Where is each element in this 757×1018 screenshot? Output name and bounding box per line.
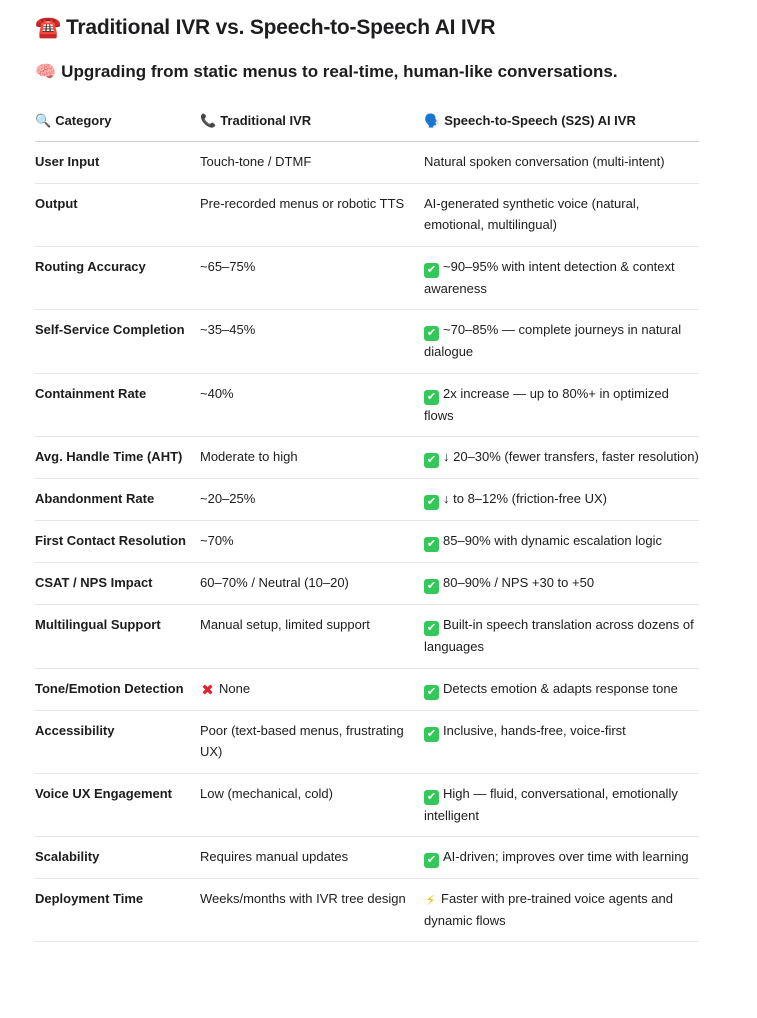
ai-cell — [424, 710, 699, 773]
ai-cell-text: Detects emotion & adapts response tone — [443, 680, 678, 696]
ai-cell — [424, 479, 699, 521]
ai-cell — [424, 879, 699, 942]
check-mark-icon: ✔ — [424, 537, 439, 552]
ai-cell — [424, 310, 699, 374]
table-row — [35, 373, 699, 437]
traditional-cell — [200, 668, 424, 710]
traditional-cell: Touch-tone / DTMF — [200, 142, 424, 184]
header-category-label: Category — [55, 112, 112, 128]
category-cell: Self-Service Completion — [35, 310, 200, 374]
header-traditional-label: Traditional IVR — [220, 112, 312, 128]
category-cell: CSAT / NPS Impact — [35, 563, 200, 605]
ai-cell-text: Inclusive, hands-free, voice-first — [443, 722, 626, 738]
page-title-text: Traditional IVR vs. Speech-to-Speech AI IVR — [65, 16, 496, 39]
lightning-icon: ⚡ — [425, 892, 436, 908]
category-cell: Output — [35, 183, 200, 246]
check-mark-icon: ✔ — [424, 727, 439, 742]
ai-cell-text: ~90–95% with intent detection & context awareness — [424, 258, 675, 296]
category-cell: First Contact Resolution — [35, 521, 200, 563]
category-cell: User Input — [35, 142, 200, 184]
traditional-cell: Manual setup, limited support — [200, 605, 424, 669]
page-title — [35, 16, 495, 40]
category-cell: Deployment Time — [35, 879, 200, 942]
ai-cell-text: Faster with pre-trained voice agents and dynamic flows — [424, 891, 673, 928]
table-row — [35, 668, 699, 710]
ai-cell-text: ↓ to 8–12% (friction-free UX) — [443, 491, 608, 506]
ai-cell — [424, 837, 699, 879]
check-mark-icon: ✔ — [424, 390, 439, 405]
traditional-cell-text: None — [219, 680, 251, 696]
traditional-cell: ~70% — [200, 521, 424, 563]
traditional-cell: Weeks/months with IVR tree design — [200, 879, 424, 942]
traditional-cell: Low (mechanical, cold) — [200, 773, 424, 837]
ai-cell-text: AI-driven; improves over time with learning — [443, 849, 689, 864]
header-ai — [424, 100, 699, 142]
category-cell: Abandonment Rate — [35, 479, 200, 521]
ai-cell-text: High — fluid, conversational, emotionally intelligent — [424, 785, 678, 823]
table-row — [35, 563, 699, 605]
traditional-cell: ~35–45% — [200, 310, 424, 374]
table-row — [35, 837, 699, 879]
traditional-cell: Pre-recorded menus or robotic TTS — [200, 183, 424, 246]
table-row — [35, 605, 699, 669]
comparison-table — [35, 100, 699, 942]
traditional-cell: 60–70% / Neutral (10–20) — [200, 563, 424, 605]
ai-cell-text: ~70–85% — complete journeys in natural dialogue — [424, 322, 682, 359]
table-row — [35, 142, 699, 184]
traditional-cell: ~40% — [200, 373, 424, 437]
traditional-cell: ~20–25% — [200, 479, 424, 521]
table-row — [35, 246, 699, 310]
ai-cell — [424, 605, 699, 669]
ai-cell — [424, 773, 699, 837]
table-row — [35, 521, 699, 563]
category-cell: Avg. Handle Time (AHT) — [35, 437, 200, 479]
header-traditional — [200, 100, 424, 142]
traditional-cell: Moderate to high — [200, 437, 424, 479]
ai-cell — [424, 563, 699, 605]
brain-icon: 🧠 — [35, 62, 57, 81]
table-row — [35, 479, 699, 521]
telephone-icon: ☎️ — [35, 16, 61, 39]
page-subtitle-text: Upgrading from static menus to real-time, human-like conversations. — [61, 62, 618, 81]
table-header-row — [35, 100, 699, 142]
table-row — [35, 183, 699, 246]
category-cell: Multilingual Support — [35, 605, 200, 669]
table-row — [35, 879, 699, 942]
category-cell: Routing Accuracy — [35, 246, 200, 310]
check-mark-icon: ✔ — [424, 853, 439, 868]
ai-cell — [424, 373, 699, 437]
category-cell: Tone/Emotion Detection — [35, 668, 200, 710]
cross-mark-icon: ✖ — [201, 681, 214, 699]
ai-cell — [424, 521, 699, 563]
check-mark-icon: ✔ — [424, 453, 439, 468]
traditional-cell: Requires manual updates — [200, 837, 424, 879]
check-mark-icon: ✔ — [424, 621, 439, 636]
table-row — [35, 437, 699, 479]
check-mark-icon: ✔ — [424, 326, 439, 341]
speaking-head-icon: 🗣️ — [424, 112, 441, 128]
table-row — [35, 310, 699, 374]
header-ai-label: Speech-to-Speech (S2S) AI IVR — [444, 112, 636, 128]
page-subtitle — [35, 62, 618, 82]
category-cell: Accessibility — [35, 710, 200, 773]
check-mark-icon: ✔ — [424, 579, 439, 594]
ai-cell: Natural spoken conversation (multi-intent) — [424, 142, 699, 184]
traditional-cell: ~65–75% — [200, 246, 424, 310]
traditional-cell: Poor (text-based menus, frustrating UX) — [200, 710, 424, 773]
category-cell: Voice UX Engagement — [35, 773, 200, 837]
check-mark-icon: ✔ — [424, 685, 439, 700]
ai-cell-text: 2x increase — up to 80%+ in optimized flows — [424, 385, 669, 423]
ai-cell-text: Built-in speech translation across dozens of languages — [424, 617, 694, 654]
category-cell: Scalability — [35, 837, 200, 879]
ai-cell-text: 85–90% with dynamic escalation logic — [443, 533, 662, 548]
ai-cell — [424, 668, 699, 710]
ai-cell — [424, 246, 699, 310]
category-cell: Containment Rate — [35, 373, 200, 437]
check-mark-icon: ✔ — [424, 790, 439, 805]
magnifier-icon: 🔍 — [35, 112, 52, 128]
header-category — [35, 100, 200, 142]
ai-cell — [424, 437, 699, 479]
check-mark-icon: ✔ — [424, 263, 439, 278]
ai-cell-text: 80–90% / NPS +30 to +50 — [443, 575, 595, 590]
ai-cell-text: ↓ 20–30% (fewer transfers, faster resolution) — [443, 449, 699, 464]
table-row — [35, 710, 699, 773]
check-mark-icon: ✔ — [424, 495, 439, 510]
table-row — [35, 773, 699, 837]
phone-receiver-icon: 📞 — [200, 112, 217, 128]
ai-cell: AI-generated synthetic voice (natural, emotional, multilingual) — [424, 183, 699, 246]
